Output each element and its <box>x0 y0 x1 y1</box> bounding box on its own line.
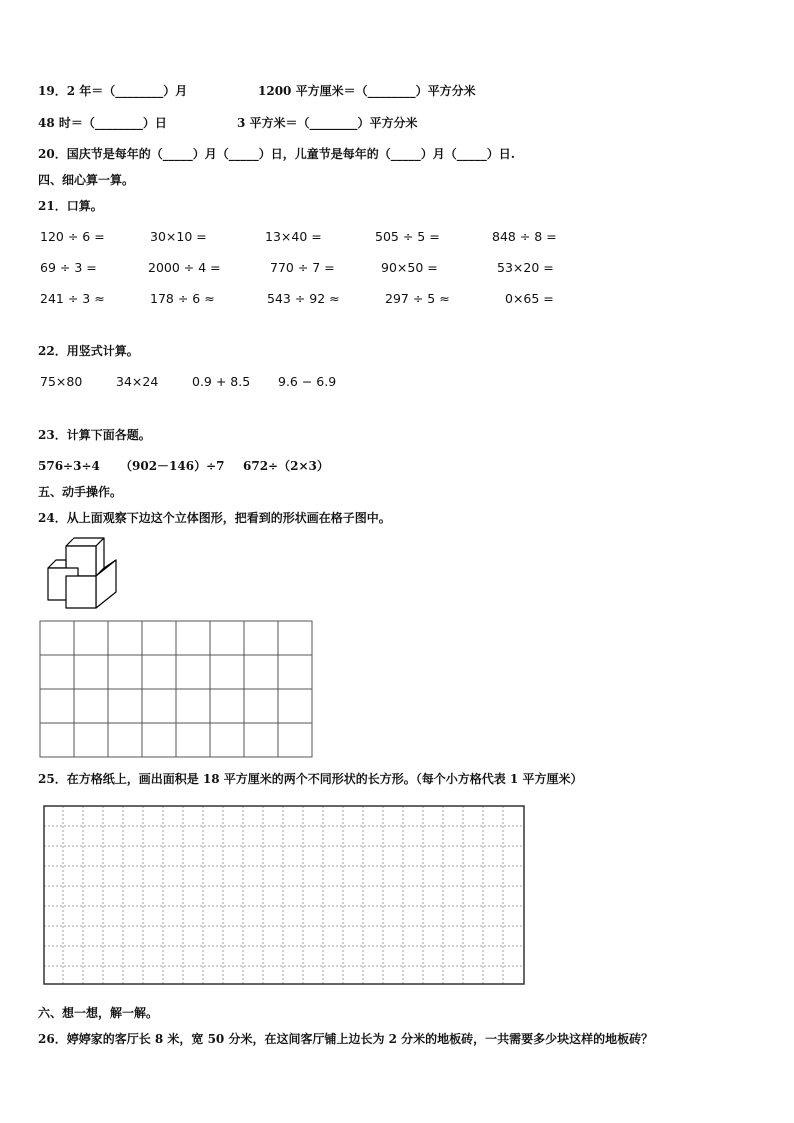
q21-r3-c1: 241 ÷ 3 ≈ <box>40 291 105 306</box>
q24-text: 24．从上面观察下边这个立体图形，把看到的形状画在格子图中。 <box>38 511 391 525</box>
q21-r3-c4: 297 ÷ 5 ≈ <box>385 291 450 306</box>
q22-title: 22．用竖式计算。 <box>38 344 139 358</box>
q21-r1-c5: 848 ÷ 8 = <box>492 229 557 244</box>
q22-item-2: 34×24 <box>116 374 159 389</box>
q22-item-4: 9.6 − 6.9 <box>278 374 337 389</box>
q19-item-d: 3 平方米＝（________）平方分米 <box>237 116 418 130</box>
section-6-heading: 六、想一想，解一解。 <box>38 1006 159 1020</box>
q23-item-2: （902－146）÷7 <box>120 459 225 473</box>
q22-item-3: 0.9 + 8.5 <box>192 374 251 389</box>
q21-r2-c5: 53×20 = <box>497 260 554 275</box>
q21-r1-c1: 120 ÷ 6 = <box>40 229 105 244</box>
q21-r3-c2: 178 ÷ 6 ≈ <box>150 291 215 306</box>
q19-item-b: 1200 平方厘米＝（________）平方分米 <box>258 84 476 98</box>
q21-title: 21．口算。 <box>38 199 103 213</box>
q24-answer-grid[interactable] <box>39 620 313 758</box>
q25-text: 25．在方格纸上，画出面积是 18 平方厘米的两个不同形状的长方形。（每个小方格代表 1 平方厘米） <box>38 772 583 786</box>
q21-r1-c2: 30×10 = <box>150 229 207 244</box>
q21-r2-c1: 69 ÷ 3 = <box>40 260 97 275</box>
q21-r2-c3: 770 ÷ 7 = <box>270 260 335 275</box>
q23-title: 23．计算下面各题。 <box>38 428 151 442</box>
q23-item-1: 576÷3÷4 <box>38 459 100 473</box>
q21-r3-c5: 0×65 = <box>505 291 554 306</box>
q21-r3-c3: 543 ÷ 92 ≈ <box>267 291 340 306</box>
cube-figure <box>44 536 124 612</box>
q21-r2-c2: 2000 ÷ 4 = <box>148 260 221 275</box>
section-5-heading: 五、动手操作。 <box>38 485 123 499</box>
q26-text: 26．婷婷家的客厅长 8 米，宽 50 分米，在这间客厅铺上边长为 2 分米的地板砖，一共需要多少块这样的地板砖？ <box>38 1032 654 1046</box>
q22-item-1: 75×80 <box>40 374 83 389</box>
q21-r2-c4: 90×50 = <box>381 260 438 275</box>
q25-graph-paper[interactable] <box>42 804 526 986</box>
q20-text: 20．国庆节是每年的（_____）月（_____）日，儿童节是每年的（_____）月（_____）日. <box>38 147 515 161</box>
q19-item-c: 48 时＝（________）日 <box>38 116 167 130</box>
q19-item-a: 19．2 年＝（________）月 <box>38 84 188 98</box>
q23-item-3: 672÷（2×3） <box>243 459 329 473</box>
q21-r1-c3: 13×40 = <box>265 229 322 244</box>
section-4-heading: 四、细心算一算。 <box>38 173 135 187</box>
q21-r1-c4: 505 ÷ 5 = <box>375 229 440 244</box>
